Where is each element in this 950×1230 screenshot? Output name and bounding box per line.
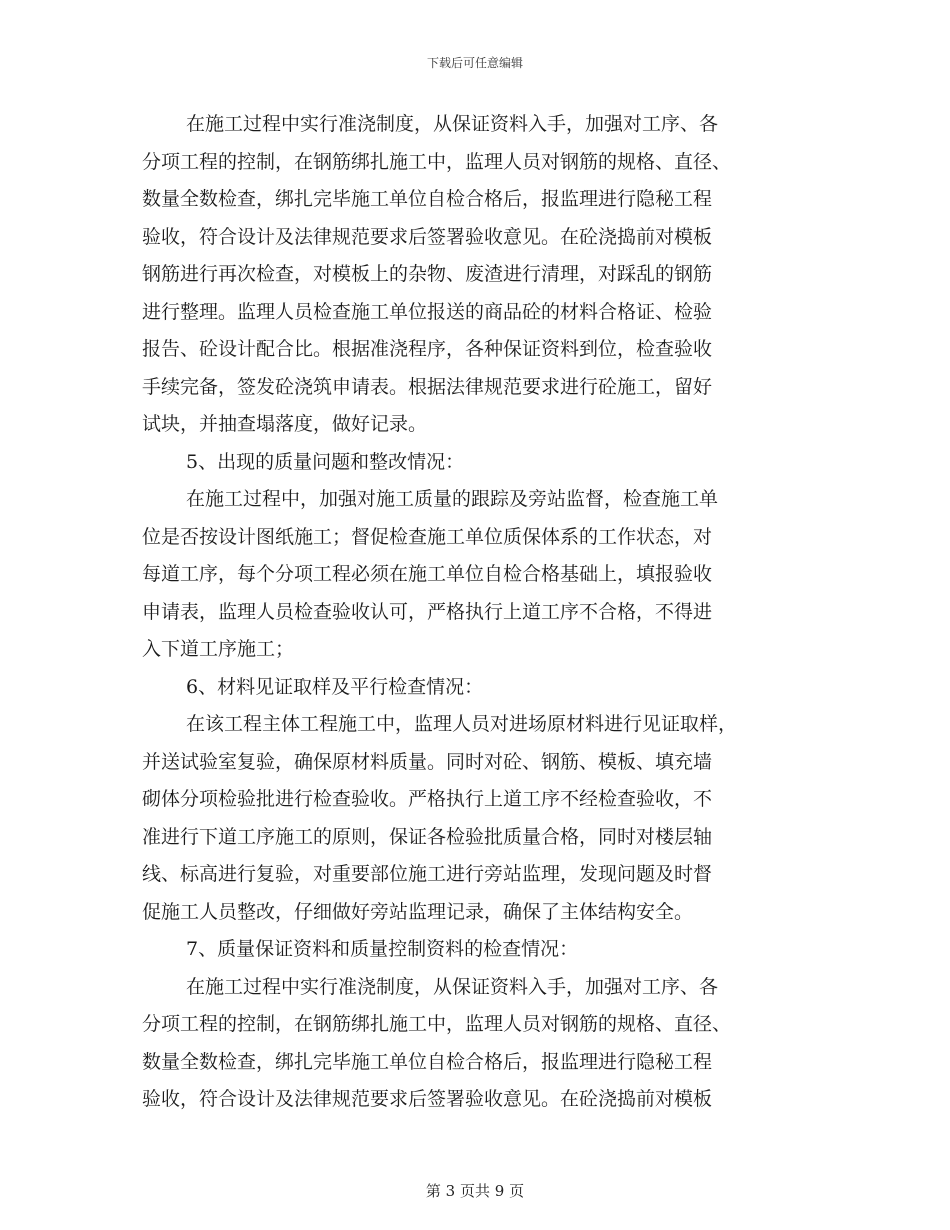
paragraph-line: 试块，并抽查塌落度，做好记录。 [142,413,428,435]
document-body [142,106,810,1119]
paragraph-line: 在施工过程中实行准浇制度，从保证资料入手，加强对工序、各 [186,975,719,998]
paragraph-line: 申请表，监理人员检查验收认可，严格执行上道工序不合格，不得进 [142,600,713,623]
paragraph-line: 验收，符合设计及法律规范要求后签署验收意见。在砼浇捣前对模板 [142,1088,713,1110]
paragraph-line: 准进行下道工序施工的原则，保证各检验批质量合格，同时对楼层轴 [142,825,713,848]
paragraph-line: 位是否按设计图纸施工；督促检查施工单位质保体系的工作状态，对 [142,525,713,548]
paragraph-line: 验收，符合设计及法律规范要求后签署验收意见。在砼浇捣前对模板 [142,225,713,248]
paragraph-line: 报告、砼设计配合比。根据准浇程序，各种保证资料到位，检查验收 [142,338,713,360]
paragraph-line: 在施工过程中，加强对施工质量的跟踪及旁站监督，检查施工单 [186,488,719,510]
paragraph-line: 手续完备，签发砼浇筑申请表。根据法律规范要求进行砼施工，留好 [142,375,713,398]
page-footer: 第 3 页共 9 页 [425,1182,525,1200]
paragraph-line: 分项工程的控制，在钢筋绑扎施工中，监理人员对钢筋的规格、直径、 [142,1013,732,1035]
paragraph-line: 每道工序，每个分项工程必须在施工单位自检合格基础上，填报验收 [142,563,713,585]
paragraph-line: 促施工人员整改，仔细做好旁站监理记录，确保了主体结构安全。 [142,900,694,923]
paragraph-line: 并送试验室复验，确保原材料质量。同时对砼、钢筋、模板、填充墙 [142,750,713,773]
paragraph-line: 在施工过程中实行准浇制度，从保证资料入手，加强对工序、各 [186,113,719,135]
section-heading-6: 6、材料见证取样及平行检查情况： [186,675,484,698]
paragraph-line: 线、标高进行复验，对重要部位施工进行旁站监理，发现问题及时督 [142,863,713,885]
paragraph-line: 数量全数检查，绑扎完毕施工单位自检合格后，报监理进行隐秘工程 [142,188,713,210]
paragraph-line: 进行整理。监理人员检查施工单位报送的商品砼的材料合格证、检验 [142,300,713,323]
paragraph-line: 在该工程主体工程施工中，监理人员对进场原材料进行见证取样， [186,713,738,735]
paragraph-line: 数量全数检查，绑扎完毕施工单位自检合格后，报监理进行隐秘工程 [142,1050,713,1073]
paragraph-line: 钢筋进行再次检查，对模板上的杂物、废渣进行清理，对踩乱的钢筋 [142,263,713,285]
section-heading-7: 7、质量保证资料和质量控制资料的检查情况： [186,938,579,960]
page-header: 下载后可任意编辑 [426,56,523,70]
paragraph-line: 砌体分项检验批进行检查验收。严格执行上道工序不经检查验收，不 [142,788,713,810]
paragraph-line: 入下道工序施工； [142,638,295,660]
paragraph-line: 分项工程的控制，在钢筋绑扎施工中，监理人员对钢筋的规格、直径、 [142,150,732,173]
section-heading-5: 5、出现的质量问题和整改情况： [186,450,465,473]
